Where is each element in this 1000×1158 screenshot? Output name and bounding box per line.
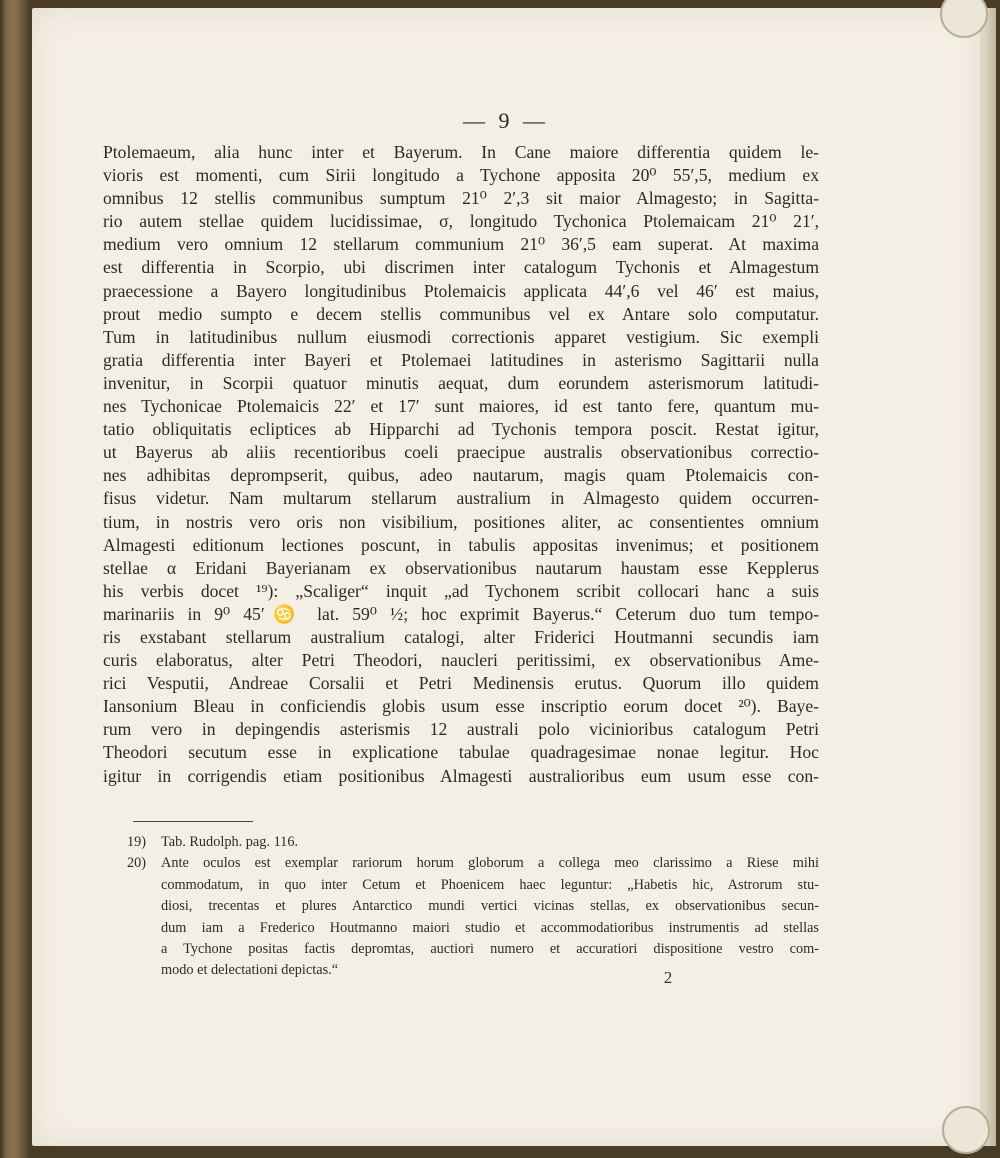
body-line: ut Bayerus ab aliis recentioribus coeli praecipue australis observationibus correctio- <box>103 442 819 463</box>
body-line: Almagesti editionum lectiones poscunt, in tabulis appositas invenimus; et positionem <box>103 534 819 555</box>
body-line: nes adhibitas deprompserit, quibus, adeo nautarum, magis quam Ptolemaicis con- <box>103 465 819 486</box>
footnote-number: 19) <box>127 834 147 850</box>
footnote-line: modo et delectationi depictas.“ <box>161 962 339 979</box>
body-line: praecessione a Bayero longitudinibus Ptolemaicis applicata 44′,6 vel 46′ est maius, <box>103 280 819 301</box>
footnote-rule <box>133 821 253 822</box>
main-text <box>103 141 819 788</box>
body-line: tium, in nostris vero oris non visibilium, positiones aliter, ac consentientes omnium <box>103 511 819 532</box>
body-line: est differentia in Scorpio, ubi discrimen inter catalogum Tychonis et Almagestum <box>103 257 819 278</box>
footnotes <box>127 832 819 982</box>
body-line: Ptolemaeum, alia hunc inter et Bayerum. In Cane maiore differentia quidem le- <box>103 142 819 162</box>
body-line: Tum in latitudinibus nullum eiusmodi correctionis apparet vestigium. Sic exempli <box>103 326 819 347</box>
footnote-line: dum iam a Frederico Houtmanno maiori studio et accommodatioribus instrumentis ad stellas <box>161 919 819 936</box>
page-number: — 9 — <box>463 108 549 133</box>
body-line: curis elaboratus, alter Petri Theodori, naucleri peritissimi, ex observationibus Ame- <box>103 650 819 671</box>
body-line: rum vero in depingendis asterismis 12 australi polo vicinioribus catalogum Petri <box>103 719 819 740</box>
body-line: Iansonium Bleau in conficiendis globis usum esse inscriptio eorum docet ²⁰). Baye- <box>103 696 819 717</box>
footnote-line: Tab. Rudolph. pag. 116. <box>161 834 299 850</box>
body-line: tatio obliquitatis ecliptices ab Hipparchi ad Tychonis tempora poscit. Restat igitur, <box>103 419 819 440</box>
footnote-line: commodatum, in quo inter Cetum et Phoenicem haec leguntur: „Habetis hic, Astrorum stu- <box>161 876 819 893</box>
body-line: gratia differentia inter Bayeri et Ptolemaei latitudines in asterismo Sagittarii nulla <box>103 349 819 370</box>
footnote-text <box>161 853 819 981</box>
footnote-line: Ante oculos est exemplar rariorum horum globorum a collega meo clarissimo a Riese mihi <box>161 855 819 872</box>
body-line: stellae α Eridani Bayerianam ex observationibus nautarum haustam esse Kepplerus <box>103 557 819 578</box>
body-line: rio autem stellae quidem lucidissimae, σ, longitudo Tychonica Ptolemaicam 21⁰ 21′, <box>103 211 819 232</box>
footnote-number: 20) <box>127 855 147 872</box>
body-line: fisus videtur. Nam multarum stellarum australium in Almagesto quidem occurren- <box>103 488 819 509</box>
footnote-line: diosi, trecentas et plures Antarctico mundi vertici vicinas stellas, ex observationibus secun- <box>161 898 819 915</box>
body-line: medium vero omnium 12 stellarum communium 21⁰ 36′,5 eam superat. At maxima <box>103 234 819 255</box>
footnote-text <box>161 832 819 853</box>
body-line: invenitur, in Scorpii quatuor minutis aequat, dum eorundem asterismorum latitudi- <box>103 372 819 393</box>
body-line: rici Vesputii, Andreae Corsalii et Petri Medinensis erutus. Quorum illo quidem <box>103 673 819 694</box>
footnote <box>127 853 819 981</box>
photo-corner-bottom <box>942 1106 990 1154</box>
body-line: marinariis in 9⁰ 45′♋ lat. 59⁰ ½; hoc exprimit Bayerus.“ Ceterum duo tum tempo- <box>103 603 819 624</box>
body-line: ris exstabant stellarum australium catalogi, alter Friderici Houtmanni secundis iam <box>103 626 819 647</box>
body-line: vioris est momenti, cum Sirii longitudo a Tychone apposita 20⁰ 55′,5, medium ex <box>103 165 819 186</box>
body-line: his verbis docet ¹⁹): „Scaliger“ inquit „ad Tychonem scribit collocari hanc a suis <box>103 580 819 601</box>
body-line: omnibus 12 stellis communibus sumptum 21⁰ 2′,3 sit maior Almagesto; in Sagitta- <box>103 188 819 209</box>
footnote <box>127 832 819 853</box>
body-line: igitur in corrigendis etiam positionibus Almagesti australioribus eum usum esse con- <box>103 765 819 786</box>
body-line: prout medio sumpto e decem stellis communibus vel ex Antare solo computatur. <box>103 303 819 324</box>
signature-mark: 2 <box>663 968 673 987</box>
body-line: nes Tychonicae Ptolemaicis 22′ et 17′ sunt maiores, id est tanto fere, quantum mu- <box>103 396 819 417</box>
footnote-line: a Tychone positas factis depromtas, auctiori numero et accuratiori dispositione vestro com- <box>161 941 819 958</box>
body-line: Theodori secutum esse in explicatione tabulae quadragesimae nonae legitur. Hoc <box>103 742 819 763</box>
